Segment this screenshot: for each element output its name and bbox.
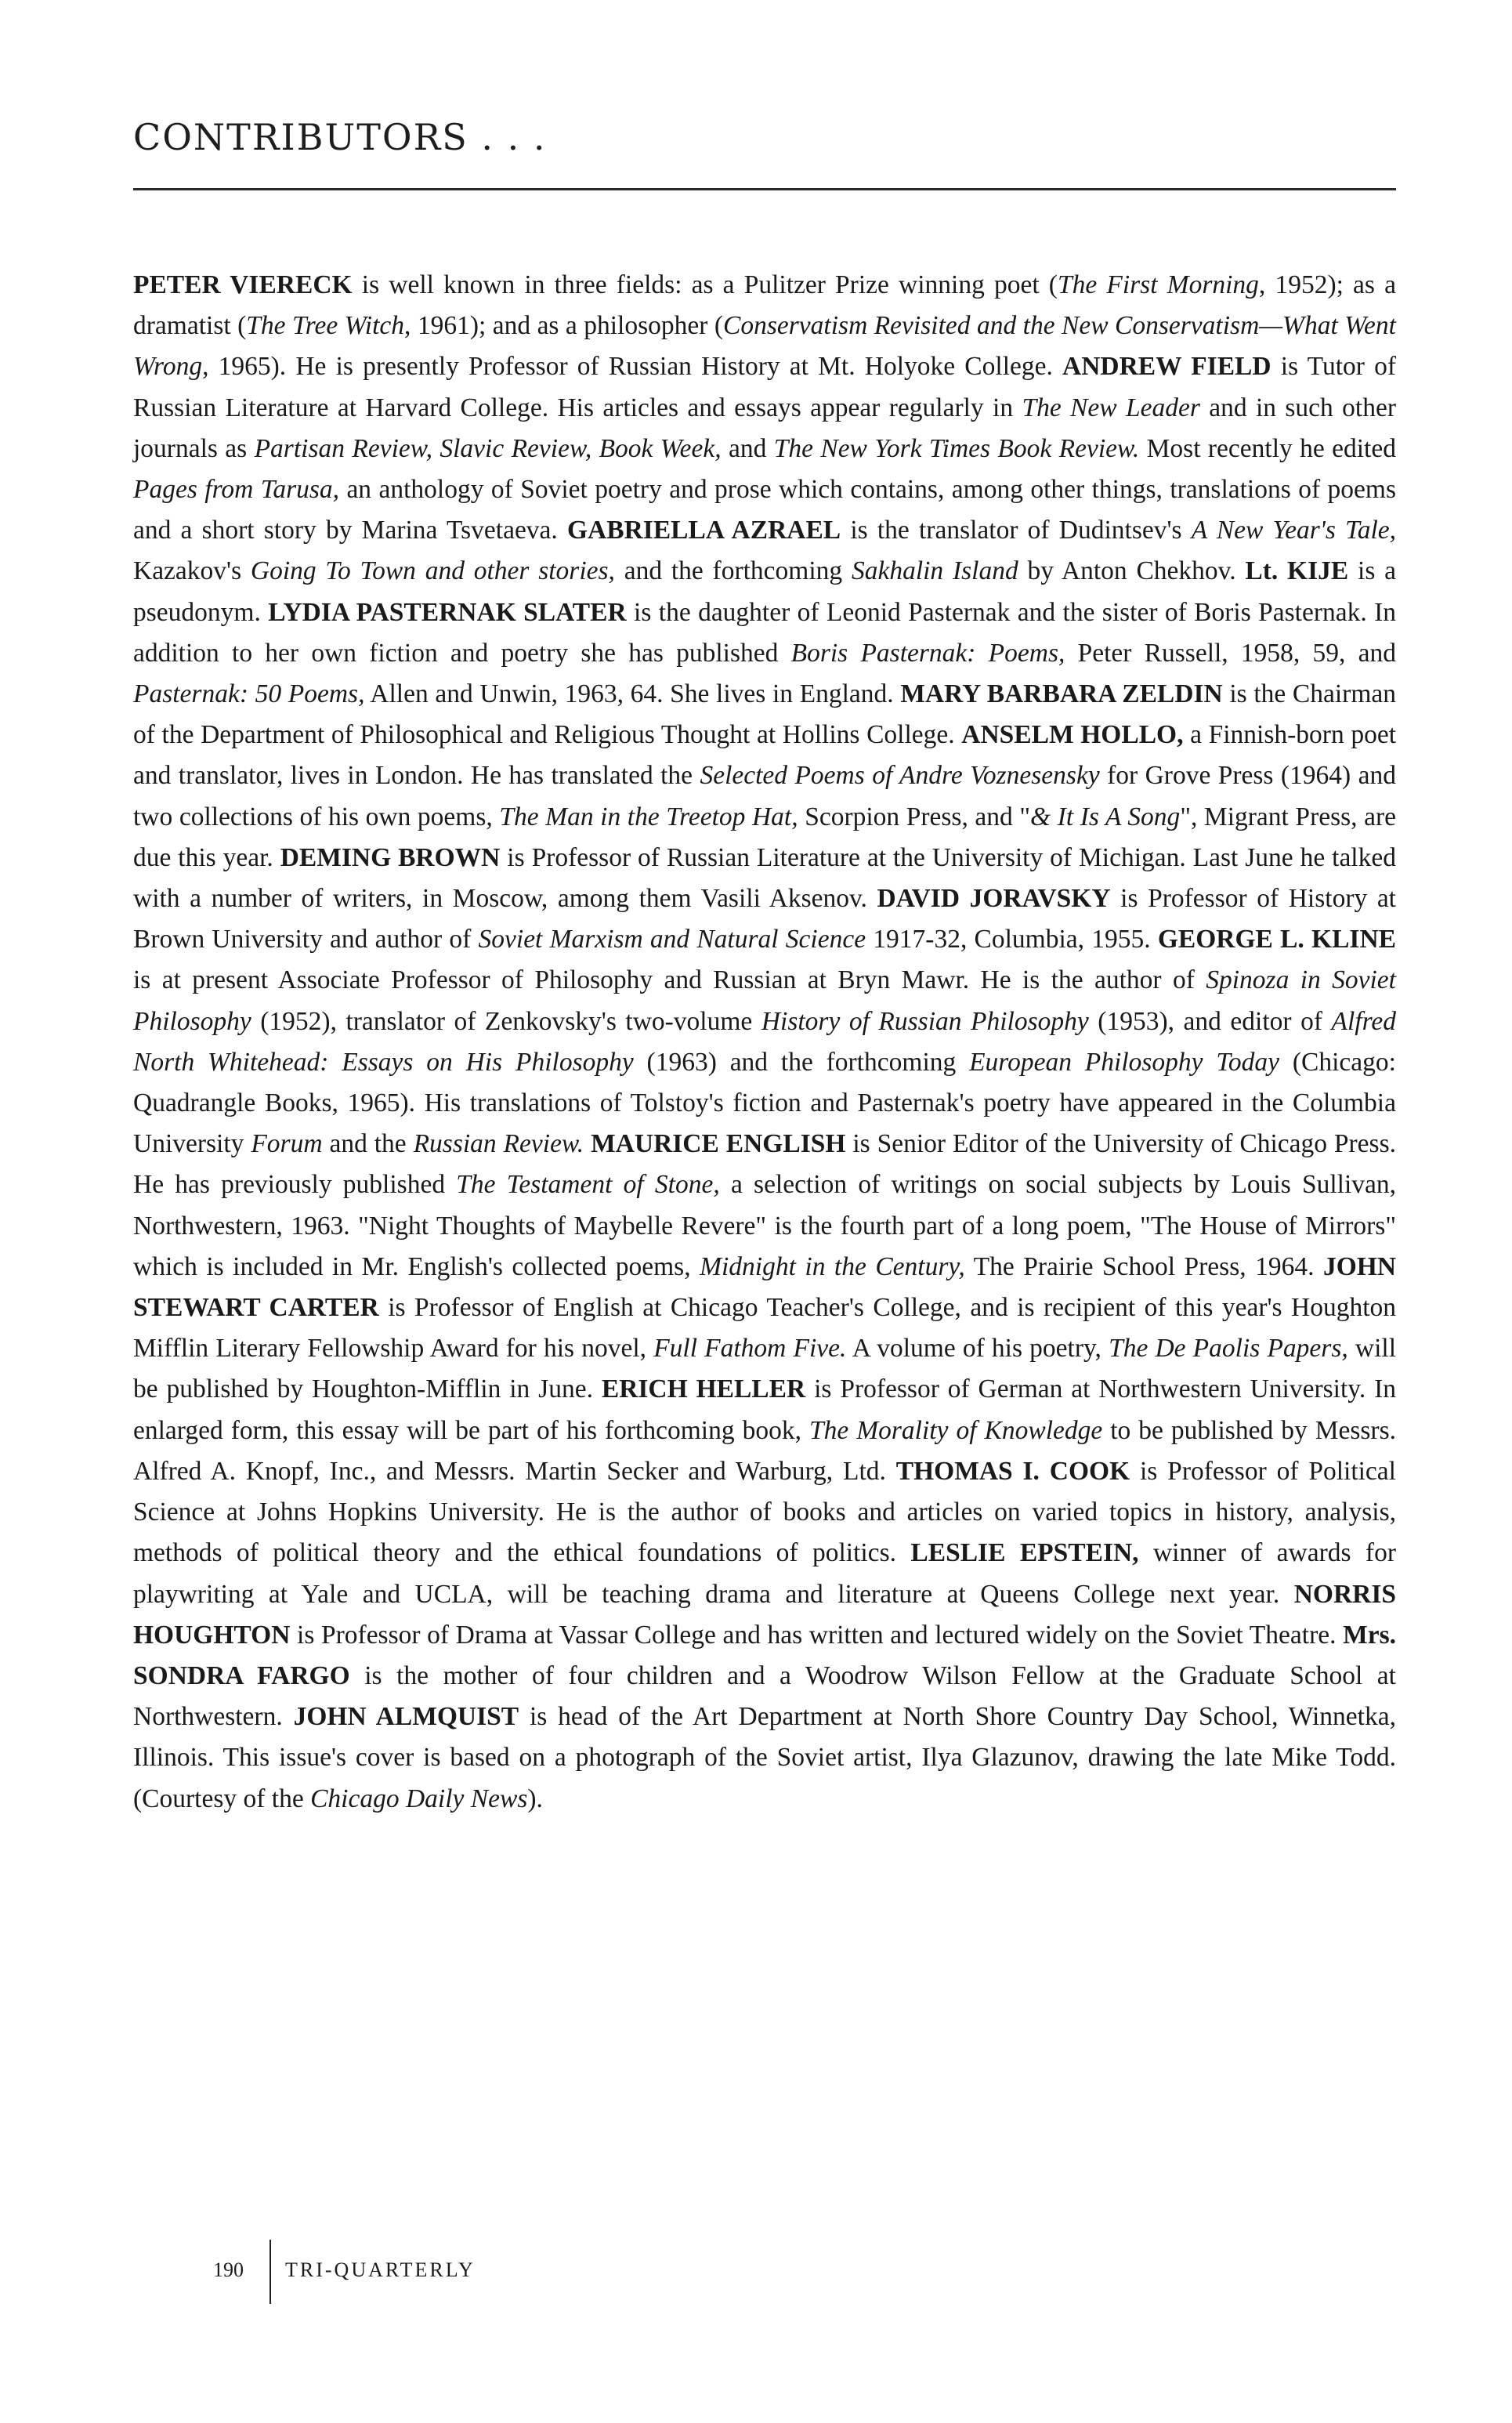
work-title: History of Russian Philosophy	[761, 1006, 1089, 1036]
text-run: and in such other journals as	[133, 393, 1396, 463]
work-title: The Testament of Stone,	[456, 1170, 720, 1200]
text-run	[584, 1129, 591, 1158]
text-run: a selection of writings on social subjects by Louis Sullivan, Northwestern, 1963. "Night Thoughts of Maybelle Revere" is the fourth part of a long poem, "The House of Mirrors" which is included in Mr. English's collected poems,	[133, 1170, 1396, 1281]
work-title: Forum	[251, 1129, 323, 1159]
work-title: Selected Poems of Andre Voznesensky	[700, 761, 1100, 791]
work-title: Midnight in the Century,	[700, 1251, 965, 1281]
work-title: The New Leader	[1022, 393, 1200, 422]
text-run: to be published by Messrs. Alfred A. Knopf, Inc., and Messrs. Martin Secker and Warburg, Ltd.	[133, 1415, 1396, 1486]
text-run: 1917-32, Columbia, 1955.	[866, 925, 1158, 954]
text-run: Most recently he edited	[1139, 433, 1396, 463]
text-run: and	[721, 433, 774, 463]
text-run: is Professor of Drama at Vassar College and has written and lectured widely on the Soviet Theatre.	[290, 1620, 1344, 1650]
text-run: (Chicago: Quadrangle Books, 1965). His translations of Tolstoy's fiction and Pasternak's poetry have appeared in the Columbia University	[133, 1047, 1396, 1159]
text-run: (1963) and the forthcoming	[633, 1047, 970, 1077]
footer-divider	[269, 2240, 271, 2304]
contributor-name: JOHN STEWART CARTER	[133, 1251, 1397, 1323]
contributor-name: LESLIE EPSTEIN,	[910, 1538, 1139, 1568]
text-run: ", Migrant Press, are due this year.	[133, 802, 1397, 872]
work-title: Pages from Tarusa,	[133, 475, 340, 505]
text-run: is Professor of German at Northwestern University. In enlarged form, this essay will be part of his forthcoming book,	[133, 1374, 1396, 1445]
contributor-name: Lt. KIJE	[1245, 556, 1349, 586]
heading-rule	[133, 188, 1396, 190]
text-run: Kazakov's	[133, 556, 251, 586]
text-run: is the mother of four children and a Woodrow Wilson Fellow at the Graduate School at Northwestern.	[133, 1661, 1396, 1732]
work-title: Alfred North Whitehead: Essays on His Philosophy	[133, 1006, 1396, 1077]
work-title: Conservatism Revisited and the New Conservatism—What Went Wrong	[133, 311, 1396, 382]
text-run: is the translator of Dudintsev's	[841, 516, 1192, 545]
text-run: is the daughter of Leonid Pasternak and the sister of Boris Pasternak. In addition to her own fiction and poetry she has published	[133, 597, 1397, 668]
text-run: is Senior Editor of the University of Chicago Press. He has previously published	[133, 1129, 1397, 1200]
text-run: winner of awards for playwriting at Yale and UCLA, will be teaching drama and literature at Queens College next year.	[133, 1538, 1396, 1609]
text-run: (1952), translator of Zenkovsky's two-volume	[251, 1006, 761, 1036]
text-run: ).	[527, 1784, 543, 1813]
contributor-name: NORRIS HOUGHTON	[133, 1579, 1396, 1650]
text-run: is Professor of English at Chicago Teacher's College, and is recipient of this year's Houghton Mifflin Literary Fellowship Award for his novel,	[133, 1293, 1397, 1364]
contributor-name: GABRIELLA AZRAEL	[567, 516, 841, 545]
page-number: 190	[213, 2258, 244, 2281]
text-run: for Grove Press (1964) and two collections of his own poems,	[133, 761, 1396, 831]
work-title: Russian Review.	[413, 1129, 584, 1159]
text-run: a Finnish-born poet and translator, lives in London. He has translated the	[133, 720, 1397, 791]
work-title: The De Paolis Papers,	[1109, 1334, 1348, 1364]
text-run: by Anton Chekhov.	[1018, 556, 1246, 586]
text-run: A volume of his poetry,	[846, 1334, 1109, 1364]
contributor-name: THOMAS I. COOK	[895, 1456, 1130, 1486]
text-run: (1953), and editor of	[1088, 1006, 1332, 1036]
text-run: , 1952); as a dramatist (	[133, 270, 1396, 341]
contributor-name: ERICH HELLER	[601, 1374, 806, 1404]
text-run: is a pseudonym.	[133, 556, 1396, 627]
contributors-paragraph	[133, 265, 1396, 1820]
work-title: Chicago Daily News	[310, 1784, 528, 1813]
work-title: The Man in the Treetop Hat,	[499, 802, 798, 831]
text-run: Scorpion Press, and "	[798, 802, 1031, 831]
text-run: is head of the Art Department at North Shore Country Day School, Winnetka, Illinois. This issue's cover is based on a photograph of the Soviet artist, Ilya Glazunov, drawing the late Mike Todd. (Courtesy of the	[133, 1702, 1396, 1813]
work-title: The Tree Witch	[246, 311, 405, 341]
work-title: & It Is A Song	[1030, 802, 1181, 831]
text-run: The Prairie School Press, 1964.	[964, 1251, 1323, 1281]
text-run: is Professor of History at Brown University and author of	[133, 884, 1396, 954]
work-title: European Philosophy Today	[969, 1047, 1280, 1077]
contributor-name: MARY BARBARA ZELDIN	[900, 679, 1223, 709]
text-run: is Tutor of Russian Literature at Harvard College. His articles and essays appear regularly in	[133, 352, 1396, 422]
text-run: will be published by Houghton-Mifflin in June.	[133, 1334, 1396, 1404]
work-title: Pasternak: 50 Poems,	[133, 679, 365, 709]
text-run: an anthology of Soviet poetry and prose which contains, among other things, translations of poems and a short story by Marina Tsvetaeva.	[133, 475, 1396, 545]
page-title: CONTRIBUTORS . . .	[133, 116, 547, 158]
text-run: , 1961); and as a philosopher (	[404, 311, 724, 341]
text-run: is Professor of Russian Literature at the University of Michigan. Last June he talked with a number of writers, in Moscow, among them Vasili Aksenov.	[133, 842, 1396, 914]
text-run: and the	[322, 1129, 414, 1159]
text-run: Peter Russell, 1958, 59, and	[1065, 638, 1396, 668]
contributor-name: DEMING BROWN	[280, 842, 501, 872]
text-run: Allen and Unwin, 1963, 64. She lives in England.	[364, 679, 901, 709]
contributor-name: DAVID JORAVSKY	[877, 884, 1111, 914]
work-title: The Morality of Knowledge	[808, 1415, 1103, 1445]
contributor-name: PETER VIERECK	[133, 270, 353, 299]
work-title: Partisan Review, Slavic Review, Book Week,	[254, 433, 722, 463]
work-title: Sakhalin Island	[851, 556, 1018, 586]
contributor-name: MAURICE ENGLISH	[591, 1129, 846, 1159]
contributor-name: JOHN ALMQUIST	[293, 1702, 519, 1732]
work-title: Full Fathom Five.	[653, 1334, 847, 1364]
contributor-name: LYDIA PASTERNAK SLATER	[268, 597, 627, 627]
text-run: and the forthcoming	[614, 556, 852, 586]
work-title: Soviet Marxism and Natural Science	[478, 925, 866, 954]
work-title: Boris Pasternak: Poems,	[790, 638, 1065, 668]
work-title: The New York Times Book Review.	[773, 433, 1140, 463]
text-run: is well known in three fields: as a Pulitzer Prize winning poet (	[352, 270, 1058, 299]
text-run: is Professor of Political Science at Johns Hopkins University. He is the author of books and articles on varied topics in history, analysis, methods of political theory and the ethical foundations of politics.	[133, 1456, 1396, 1568]
contributor-name: GEORGE L. KLINE	[1157, 925, 1396, 954]
contributor-name: ANDREW FIELD	[1062, 352, 1271, 382]
journal-name: TRI-QUARTERLY	[285, 2258, 476, 2281]
text-run: is at present Associate Professor of Philosophy and Russian at Bryn Mawr. He is the author of	[133, 965, 1206, 995]
work-title: Spinoza in Soviet Philosophy	[133, 965, 1396, 1036]
contributor-name: Mrs. SONDRA FARGO	[133, 1620, 1396, 1690]
work-title: The First Morning	[1057, 270, 1259, 299]
text-run: is the Chairman of the Department of Philosophical and Religious Thought at Hollins College.	[133, 679, 1397, 750]
text-run: , 1965). He is presently Professor of Russian History at Mt. Holyoke College.	[202, 352, 1063, 382]
work-title: Going To Town and other stories,	[250, 556, 615, 586]
contributor-name: ANSELM HOLLO,	[961, 720, 1184, 750]
work-title: A New Year's Tale,	[1191, 516, 1396, 545]
